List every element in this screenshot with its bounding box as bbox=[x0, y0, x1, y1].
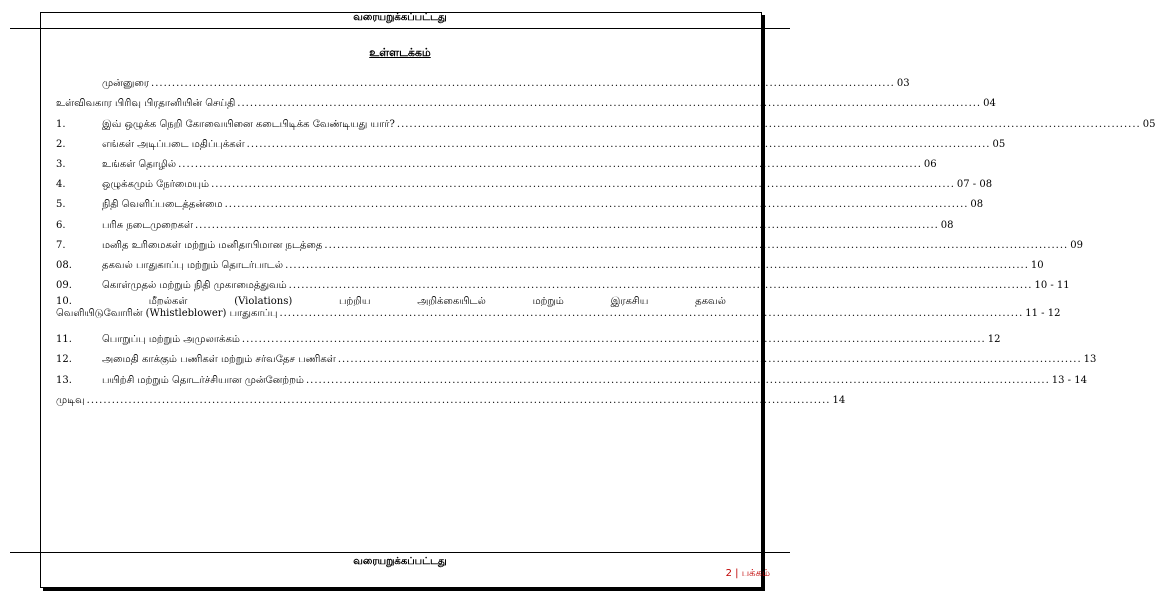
entry-text: மனித உரிமைகள் மற்றும் மனிதாபிமான நடத்தை bbox=[102, 239, 323, 251]
entry-text: பயிற்சி மற்றும் தொடர்ச்சியான முன்னேற்றம் bbox=[102, 374, 304, 386]
entry-page: 05 bbox=[1142, 118, 1155, 130]
toc-entry[interactable] bbox=[56, 272, 1070, 292]
entry-text: தகவல் பாதுகாப்பு மற்றும் தொடர்பாடல் bbox=[102, 259, 284, 271]
table-of-contents bbox=[56, 70, 1155, 407]
entry-page: 06 bbox=[923, 158, 937, 170]
entry-number: 13. bbox=[56, 374, 72, 386]
toc-entry[interactable] bbox=[56, 90, 996, 110]
entry-word: தகவல் bbox=[695, 296, 726, 308]
entry-page: 11 - 12 bbox=[1025, 308, 1061, 320]
entry-page: 09 bbox=[1070, 239, 1083, 251]
toc-entry[interactable] bbox=[56, 252, 1044, 272]
entry-text: நிதி வெளிப்படைத்தன்மை bbox=[102, 199, 223, 211]
entry-number: 3. bbox=[56, 158, 66, 170]
entry-number: 4. bbox=[56, 179, 66, 191]
entry-text: உங்கள் தொழில் bbox=[102, 158, 177, 170]
page-header: வரையறுக்கப்பட்டது bbox=[353, 12, 447, 23]
dot-leader: .................................................................................................................................................................................. bbox=[151, 78, 895, 90]
page-number: 2 | பக்கம் bbox=[725, 568, 770, 579]
entry-text: உள்விவகார பிரிவு பிரதானியின் செய்தி bbox=[56, 98, 236, 110]
dot-leader: .................................................................................................................................................................................. bbox=[237, 98, 982, 110]
dot-leader: .................................................................................................................................................................................. bbox=[241, 334, 986, 346]
dot-leader: .................................................................................................................................................................................. bbox=[194, 219, 939, 231]
toc-entry[interactable] bbox=[56, 366, 1087, 386]
entry-page: 13 - 14 bbox=[1051, 374, 1087, 386]
toc-entry[interactable] bbox=[56, 211, 954, 231]
toc-entry[interactable] bbox=[56, 171, 993, 191]
entry-page: 10 bbox=[1030, 259, 1044, 271]
entry-text: அமைதி காக்கும் பணிகள் மற்றும் சர்வதேச பணிகள் bbox=[102, 354, 336, 366]
dot-leader: .................................................................................................................................................................................. bbox=[86, 394, 831, 406]
entry-word: மற்றும் bbox=[532, 296, 564, 308]
toc-entry[interactable] bbox=[56, 191, 984, 211]
entry-page: 04 bbox=[983, 98, 996, 110]
entry-page: 03 bbox=[896, 78, 910, 90]
entry-number: 7. bbox=[56, 239, 66, 251]
header-rule bbox=[10, 28, 790, 29]
dot-leader: .................................................................................................................................................................................. bbox=[279, 308, 1024, 320]
dot-leader: .................................................................................................................................................................................. bbox=[246, 138, 991, 150]
entry-text: கொள்முதல் மற்றும் நிதி முகாமைத்துவம் bbox=[102, 280, 287, 292]
toc-title: உள்ளடக்கம் bbox=[369, 46, 431, 59]
footer-rule bbox=[10, 552, 790, 553]
entry-number: 5. bbox=[56, 199, 66, 211]
entry-word: இரகசிய bbox=[610, 296, 649, 308]
toc-entry[interactable] bbox=[56, 151, 937, 171]
entry-text: எங்கள் அடிப்படை மதிப்புக்கள் bbox=[102, 138, 245, 150]
toc-entry[interactable] bbox=[56, 232, 1083, 252]
toc-entry[interactable] bbox=[56, 346, 1097, 366]
entry-text: வெளியிடுவோரின் (Whistleblower) பாதுகாப்பு bbox=[56, 308, 278, 320]
entry-text: முன்னுரை bbox=[102, 78, 150, 90]
entry-text: பொறுப்பு மற்றும் அமுலாக்கம் bbox=[102, 334, 240, 346]
entry-word: பற்றிய bbox=[339, 296, 371, 308]
page-footer: வரையறுக்கப்பட்டது bbox=[353, 556, 447, 567]
entry-page: 07 - 08 bbox=[956, 179, 993, 191]
toc-entry[interactable] bbox=[56, 110, 1155, 130]
entry-number: 09. bbox=[56, 280, 72, 292]
entry-word: (Violations) bbox=[234, 296, 293, 308]
entry-text: பரிசு நடைமுறைகள் bbox=[102, 219, 193, 231]
entry-number: 10. bbox=[56, 296, 72, 308]
entry-page: 08 bbox=[940, 219, 954, 231]
entry-word: அறிக்கையிடல் bbox=[417, 296, 486, 308]
toc-entry[interactable] bbox=[56, 131, 1006, 151]
toc-entry[interactable] bbox=[56, 387, 846, 407]
dot-leader: .................................................................................................................................................................................. bbox=[224, 199, 969, 211]
entry-page: 05 bbox=[992, 138, 1006, 150]
dot-leader: .................................................................................................................................................................................. bbox=[288, 280, 1033, 292]
entry-page: 13 bbox=[1083, 354, 1097, 366]
entry-page: 14 bbox=[832, 394, 846, 406]
toc-entry[interactable] bbox=[56, 292, 1061, 326]
entry-text: முடிவு bbox=[56, 394, 85, 406]
entry-number: 6. bbox=[56, 219, 66, 231]
entry-number: 12. bbox=[56, 354, 72, 366]
entry-text: ஒழுக்கமும் நேர்மையும் bbox=[102, 179, 210, 191]
toc-entry[interactable] bbox=[56, 70, 910, 90]
entry-text: இவ் ஒழுக்க நெறி கோவையினை கடைபிடிக்க வேண்டியது யார்? bbox=[102, 118, 395, 130]
dot-leader: .................................................................................................................................................................................. bbox=[285, 259, 1029, 271]
entry-number: 08. bbox=[56, 259, 72, 271]
entry-page: 10 - 11 bbox=[1034, 280, 1070, 292]
entry-page: 08 bbox=[970, 199, 984, 211]
entry-number: 1. bbox=[56, 118, 66, 130]
entry-number: 2. bbox=[56, 138, 66, 150]
dot-leader: .................................................................................................................................................................................. bbox=[396, 118, 1141, 130]
entry-number: 11. bbox=[56, 334, 72, 346]
dot-leader: .................................................................................................................................................................................. bbox=[211, 179, 955, 191]
toc-entry[interactable] bbox=[56, 326, 1001, 346]
dot-leader: .................................................................................................................................................................................. bbox=[324, 239, 1069, 251]
entry-word: மீறல்கள் bbox=[148, 296, 188, 308]
entry-page: 12 bbox=[987, 334, 1001, 346]
dot-leader: .................................................................................................................................................................................. bbox=[337, 354, 1082, 366]
dot-leader: .................................................................................................................................................................................. bbox=[178, 158, 922, 170]
dot-leader: .................................................................................................................................................................................. bbox=[305, 374, 1050, 386]
